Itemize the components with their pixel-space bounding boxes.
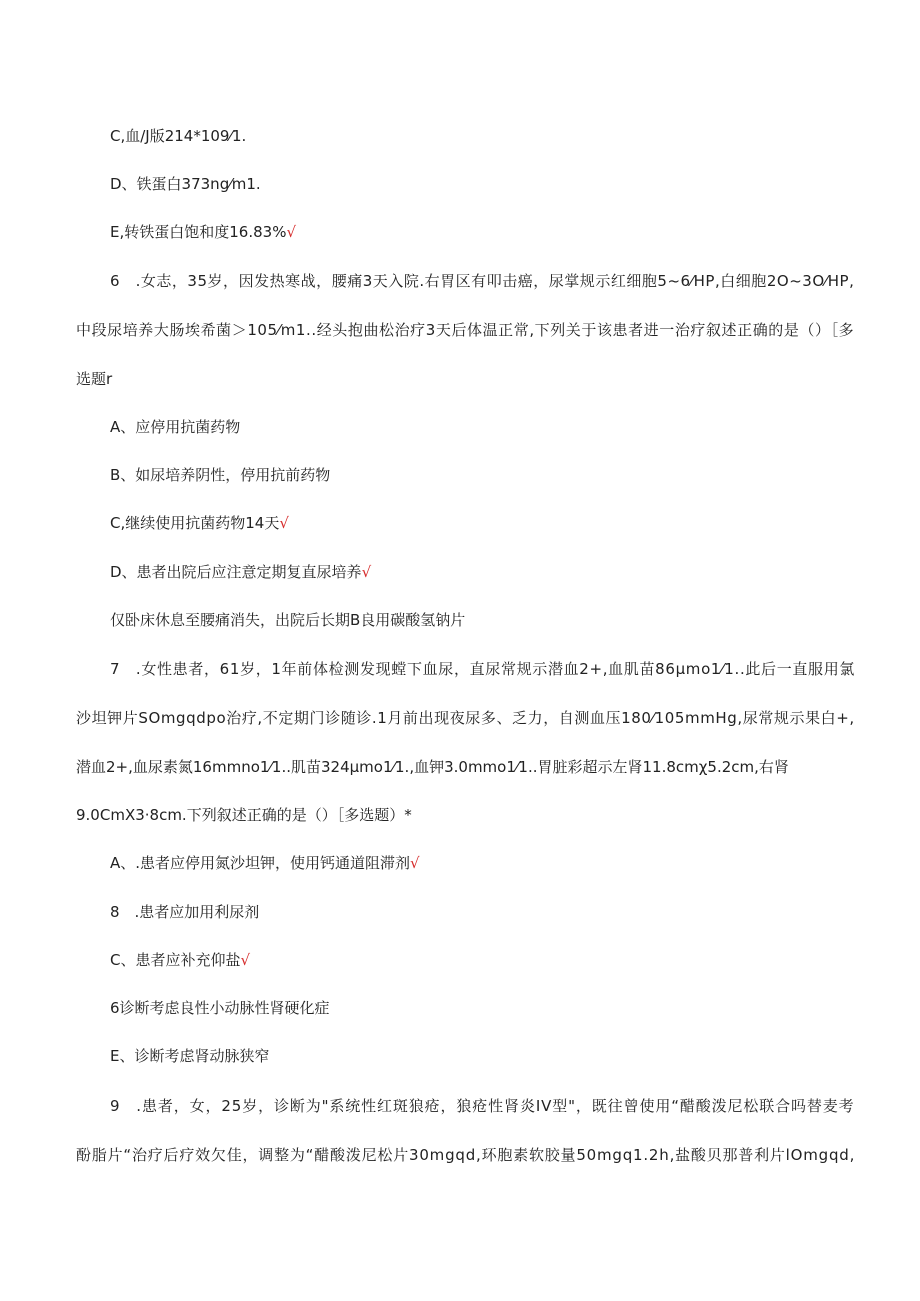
correct-check-icon: √ <box>279 514 289 532</box>
option-e-q7: E、诊断考虑肾动脉狭窄 <box>110 1047 270 1065</box>
question-7-line-3: 潜血2+,血尿素氮16mmno1⁄1..肌苗324μmo1⁄1.,血钾3.0mmo1⁄1..胃脏彩超示左肾11.8cmχ5.2cm,右肾 <box>76 758 789 776</box>
question-7-line-2: 沙坦钾片SOmgqdpo治疗,不定期门诊随诊.1月前出现夜尿多、乏力，自测血压180⁄105mmHg,尿常规示果白+, <box>76 709 855 727</box>
option-a-q7: A、.患者应停用氮沙坦钾，使用钙通道阻滞剂√ <box>110 854 420 872</box>
correct-check-icon: √ <box>410 854 420 872</box>
option-c-q7: C、患者应补充仰盐√ <box>110 951 251 969</box>
option-d-q5: D、铁蛋白373ng⁄m1. <box>110 175 261 193</box>
correct-check-icon: √ <box>361 563 372 581</box>
option-c-q6: C,继续使用抗菌药物14天√ <box>110 514 289 532</box>
question-7-line-4: 9.0CmX3·8cm.下列叙述正确的是（）［多选题）* <box>76 806 412 824</box>
option-a-q6: A、应停用抗菌药物 <box>110 418 241 436</box>
option-e-q5: E,转铁蛋白饱和度16.83%√ <box>110 223 297 241</box>
question-6-line-1: 6 .女志，35岁，因发热寒战，腰痛3天入院.右胃区有叩击癌，尿掌规示红细胞5~6⁄HP,白细胞2O~3O⁄HP, <box>110 272 855 290</box>
option-e-q6: 仅卧床休息至腰痛消失，出院后长期B良用碳酸氢钠片 <box>110 611 466 629</box>
question-6-line-3: 选题r <box>76 370 113 388</box>
option-b-q7: 8 .患者应加用利尿剂 <box>110 903 260 921</box>
correct-check-icon: √ <box>240 951 251 969</box>
option-d-q7: 6诊断考虑良性小动脉性肾硬化症 <box>110 999 330 1017</box>
option-c-q5: C,血/J版214*109⁄1. <box>110 127 247 145</box>
question-9-line-2: 酚脂片“治疗后疗效欠佳，调整为“醋酸泼尼松片30mgqd,环胞素软胶量50mgq1.2h,盐酸贝那普利片lOmgqd, <box>76 1146 856 1164</box>
question-6-line-2: 中段尿培养大肠埃希菌＞105⁄m1..经头抱曲松治疗3天后体温正常,下列关于该患者进一治疗叙述正确的是（）［多 <box>76 321 855 339</box>
option-d-q6: D、患者出院后应注意定期复直尿培养√ <box>110 563 372 581</box>
correct-check-icon: √ <box>286 223 297 241</box>
option-b-q6: B、如尿培养阴性，停用抗前药物 <box>110 466 331 484</box>
question-9-line-1: 9 .患者，女，25岁，诊断为"系统性红斑狼疮，狼疮性肾炎IV型"，既往曾使用“醋酸泼尼松联合吗替麦考 <box>110 1097 855 1115</box>
question-7-line-1: 7 .女性患者，61岁，1年前体检测发现螳下血尿，直尿常规示潜血2+,血肌苗86μmo1⁄1..此后一直服用氯 <box>110 660 856 678</box>
